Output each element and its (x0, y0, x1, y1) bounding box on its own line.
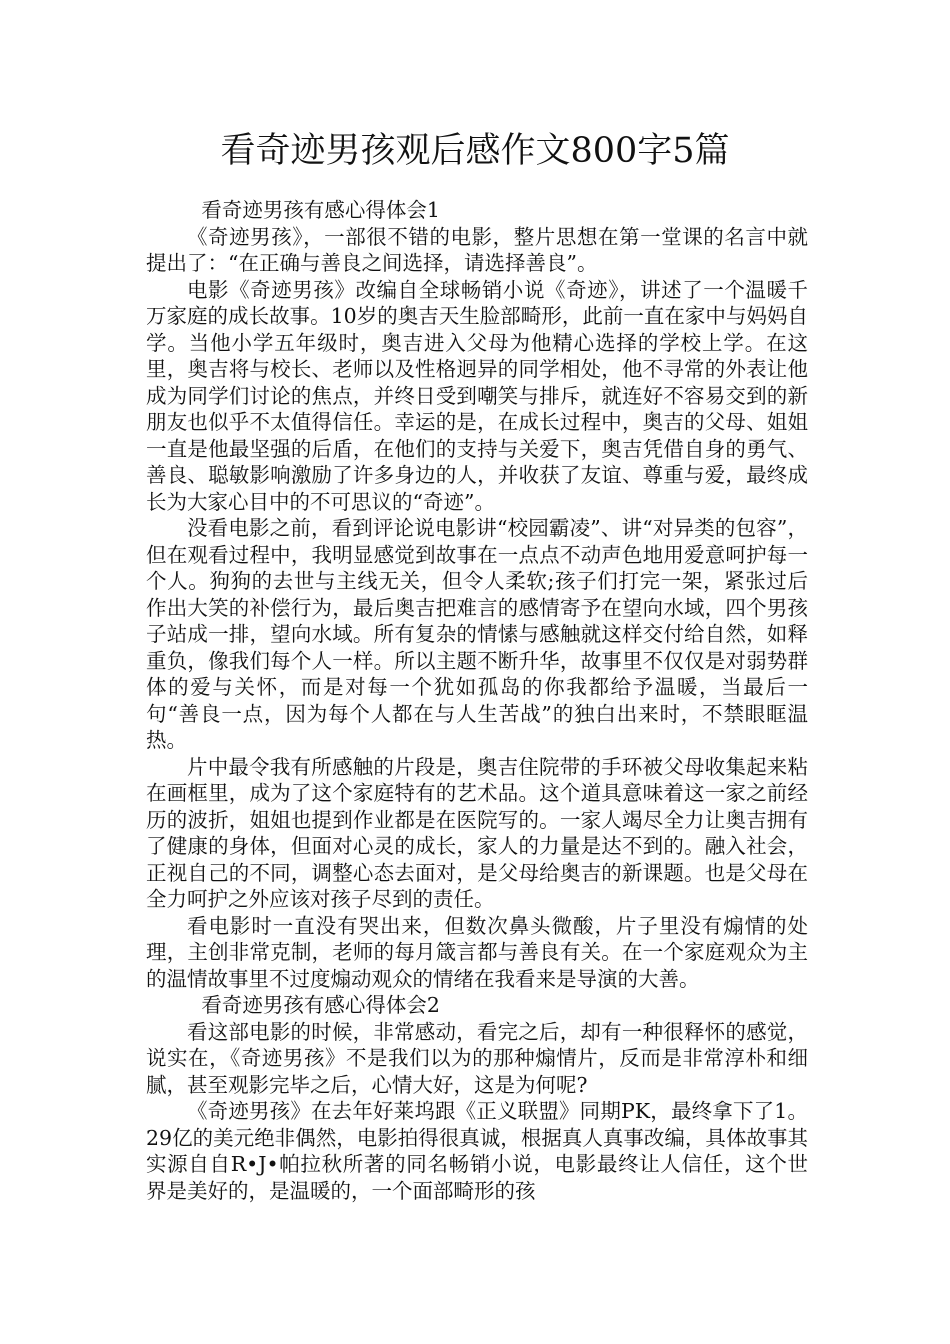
paragraph: 看这部电影的时候，非常感动，看完之后，却有一种很释怀的感觉，说实在，《奇迹男孩》不是我们以为的那种煽情片，反而是非常淳朴和细腻，甚至观影完毕之后，心情大好，这是为何呢? (146, 1019, 808, 1097)
paragraph: 《奇迹男孩》，一部很不错的电影，整片思想在第一堂课的名言中就提出了：“在正确与善良之间选择，请选择善良”。 (146, 224, 808, 275)
section-heading: 看奇迹男孩有感心得体会1 (201, 198, 440, 222)
paragraph: 没看电影之前，看到评论说电影讲“校园霸凌”、讲“对异类的包容”，但在观看过程中，我明显感觉到故事在一点点不动声色地用爱意呵护每一个人。狗狗的去世与主线无关，但令人柔软;孩子们打完一架，紧张过后作出大笑的补偿行为，最后奥吉把难言的感情寄予在望向水域，四个男孩子站成一排，望向水域。所有复杂的情愫与感触就这样交付给自然，如释重负，像我们每个人一样。所以主题不断升华，故事里不仅仅是对弱势群体的爱与关怀，而是对每一个犹如孤岛的你我都给予温暖，当最后一句“善良一点，因为每个人都在与人生苦战”的独白出来时，不禁眼眶温热。 (146, 516, 808, 752)
section-heading: 看奇迹男孩有感心得体会2 (201, 993, 440, 1017)
document-title: 看奇迹男孩观后感作文800字5篇 (220, 131, 730, 171)
paragraph: 片中最令我有所感触的片段是，奥吉住院带的手环被父母收集起来粘在画框里，成为了这个家庭特有的艺术品。这个道具意味着这一家之前经历的波折，姐姐也提到作业都是在医院写的。一家人竭尽全力让奥吉拥有了健康的身体，但面对心灵的成长，家人的力量是达不到的。融入社会，正视自己的不同，调整心态去面对，是父母给奥吉的新课题。也是父母在全力呵护之外应该对孩子尽到的责任。 (146, 754, 808, 911)
paragraph: 《奇迹男孩》在去年好莱坞跟《正义联盟》同期PK，最终拿下了1。29亿的美元绝非偶然，电影拍得很真诚，根据真人真事改编，具体故事其实源自自R•J•帕拉秋所著的同名畅销小说，电影最终让人信任，这个世界是美好的，是温暖的，一个面部畸形的孩 (146, 1099, 808, 1203)
paragraph: 电影《奇迹男孩》改编自全球畅销小说《奇迹》，讲述了一个温暖千万家庭的成长故事。10岁的奥吉天生脸部畸形，此前一直在家中与妈妈自学。当他小学五年级时，奥吉进入父母为他精心选择的学校上学。在这里，奥吉将与校长、老师以及性格迥异的同学相处，他不寻常的外表让他成为同学们讨论的焦点，并终日受到嘲笑与排斥，就连好不容易交到的新朋友也似乎不太值得信任。幸运的是，在成长过程中，奥吉的父母、姐姐一直是他最坚强的后盾，在他们的支持与关爱下，奥吉凭借自身的勇气、善良、聪敏影响激励了许多身边的人，并收获了友谊、尊重与爱，最终成长为大家心目中的不可思议的“奇迹”。 (146, 277, 808, 514)
paragraph: 看电影时一直没有哭出来，但数次鼻头微酸，片子里没有煽情的处理，主创非常克制，老师的每月箴言都与善良有关。在一个家庭观众为主的温情故事里不过度煽动观众的情绪在我看来是导演的大善。 (146, 913, 808, 991)
document-body (146, 197, 808, 1204)
